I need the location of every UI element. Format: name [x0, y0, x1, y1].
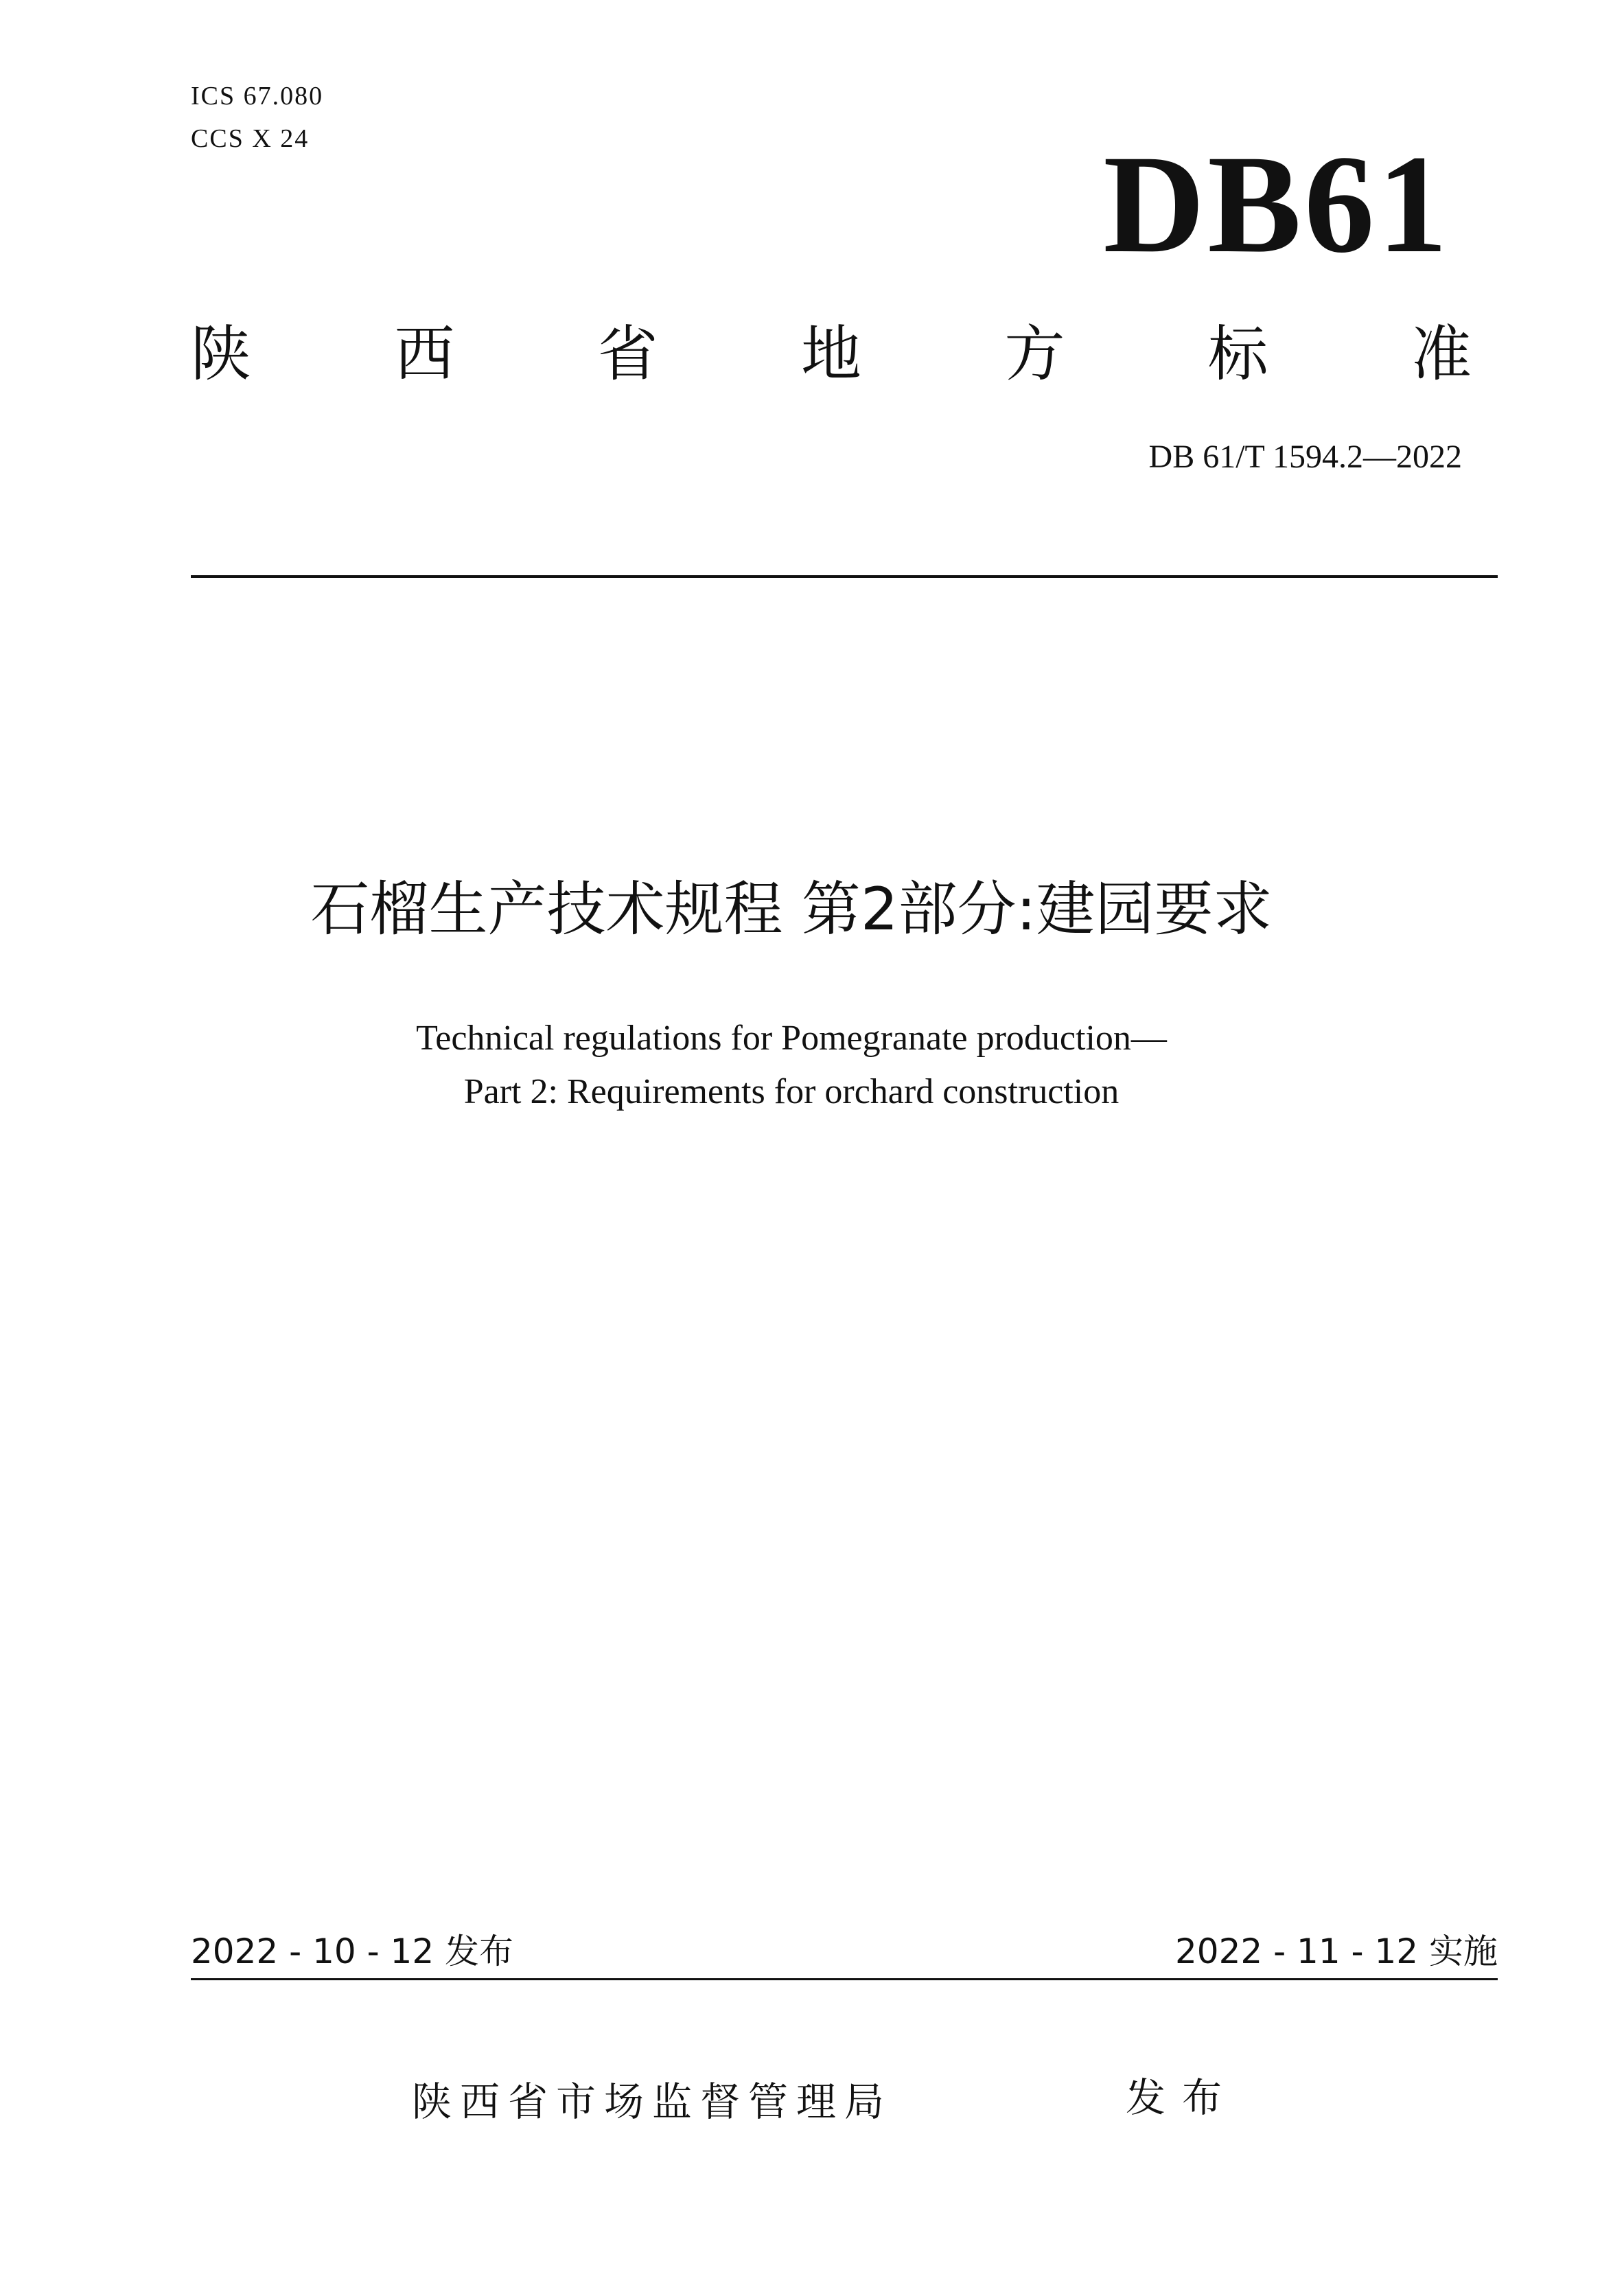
english-title-line-2: Part 2: Requirements for orchard construction [463, 1072, 1120, 1111]
standard-type-char: 西 [394, 318, 455, 389]
issuing-authority: 陕西省市场监督管理局 [412, 2078, 893, 2125]
standard-type-char: 省 [597, 318, 658, 389]
standard-type-heading [191, 320, 1472, 389]
standard-type-char: 地 [800, 318, 861, 389]
english-title-line-1: Technical regulations for Pomegranate production— [416, 1019, 1167, 1058]
standard-type-char: 方 [1004, 318, 1065, 389]
issue-date: 2022 - 10 - 12 发布 [191, 1932, 514, 1971]
standard-type-char: 陕 [191, 318, 252, 389]
standard-type-char: 准 [1411, 318, 1472, 389]
chinese-title: 石榴生产技术规程 第2部分:建园要求 [310, 875, 1273, 944]
header-divider [191, 575, 1498, 578]
ics-code: ICS 67.080 [191, 82, 324, 111]
db61-logo: DB61 [1103, 126, 1450, 282]
document-number: DB 61/T 1594.2—2022 [1148, 439, 1462, 475]
issue-label: 发布 [1126, 2074, 1239, 2121]
implementation-date: 2022 - 11 - 12 实施 [1174, 1932, 1498, 1971]
footer-divider [191, 1978, 1498, 1980]
ccs-code: CCS X 24 [191, 124, 310, 153]
standard-type-char: 标 [1207, 318, 1268, 389]
